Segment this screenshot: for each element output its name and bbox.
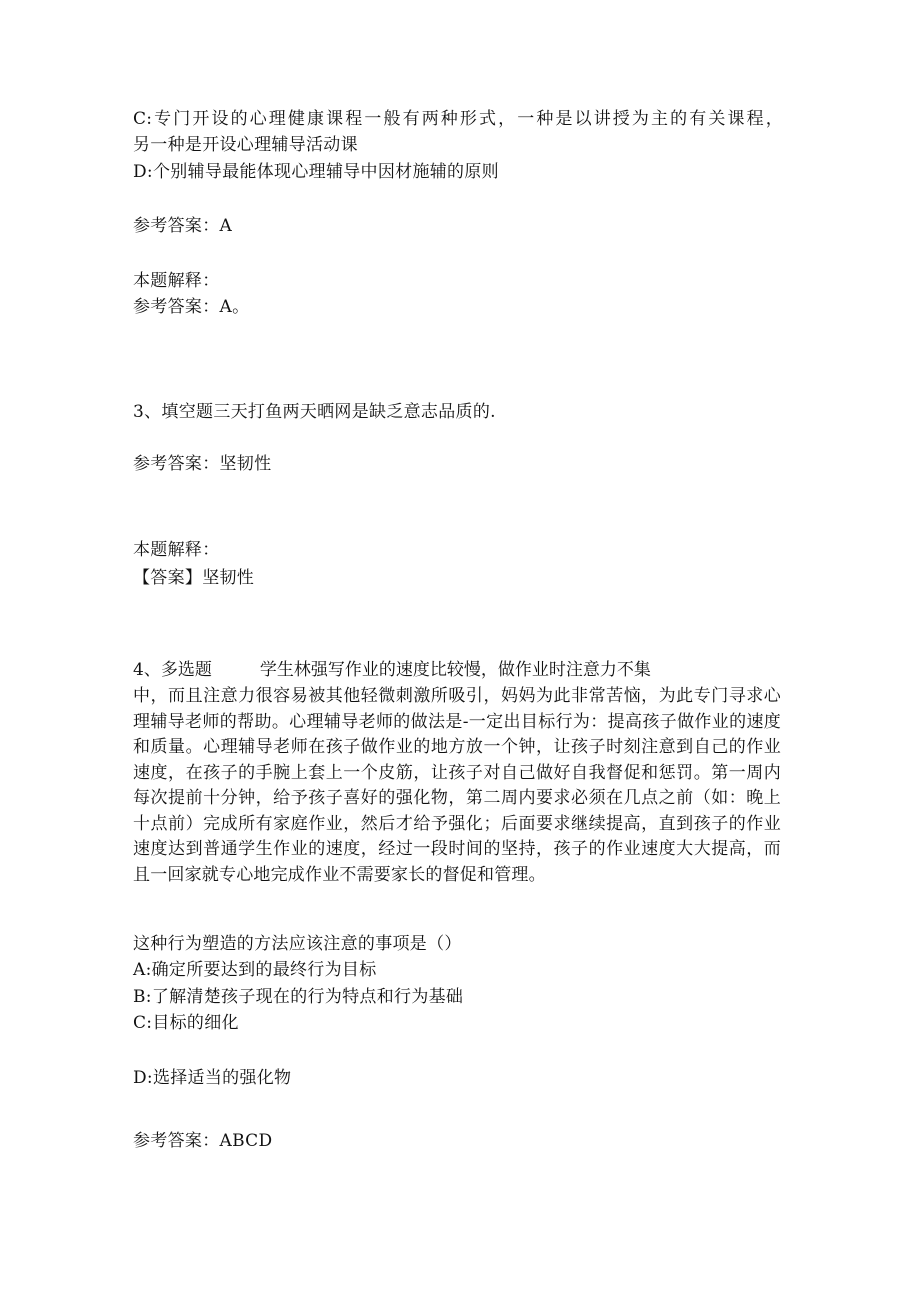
q3-explain-text: 【答案】坚韧性 [133, 568, 255, 588]
q4-stem-body: 中，而且注意力很容易被其他轻微刺激所吸引，妈妈为此非常苦恼，为此专门寻求心理辅导老师的帮助。心理辅导老师的做法是-一定出目标行为：提高孩子做作业的速度和质量。心理辅导老师在孩子做作业的地方放一个钟，让孩子时刻注意到自己的作业速度，在孩子的手腕上套上一个皮筋，让孩子对自己做好自我督促和惩罚。第一周内每次提前十分钟，给予孩子喜好的强化物，第二周内要求必须在几点之前（如：晚上十点前）完成所有家庭作业，然后才给予强化；后面要求继续提高，直到孩子的作业速度达到普通学生作业的速度，经过一段时间的坚持，孩子的作业速度大大提高，而且一回家就专心地完成作业不需要家长的督促和管理。 [133, 686, 781, 885]
q4-option-d: D:选择适当的强化物 [133, 1068, 292, 1088]
q2-option-d: D:个别辅导最能体现心理辅导中因材施辅的原则 [133, 162, 499, 182]
q4-option-a: A:确定所要达到的最终行为目标 [133, 960, 377, 980]
q3-explain-label: 本题解释： [133, 540, 220, 560]
q4-number-type: 4、多选题 [133, 660, 212, 680]
q2-explain-label: 本题解释： [133, 271, 220, 291]
q4-prompt: 这种行为塑造的方法应该注意的事项是（） [133, 934, 462, 954]
q2-answer: 参考答案：A [133, 216, 233, 236]
q4-option-c: C:目标的细化 [133, 1013, 239, 1033]
q3-question: 3、填空题三天打鱼两天晒网是缺乏意志品质的. [133, 402, 496, 422]
q4-stem-first: 学生林强写作业的速度比较慢，做作业时注意力不集 [259, 660, 651, 680]
q2-option-c-line1: C:专门开设的心理健康课程一般有两种形式，一种是以讲授为主的有关课程， [133, 109, 783, 129]
q2-explain-text: 参考答案：A。 [133, 297, 250, 317]
q4-answer: 参考答案：ABCD [133, 1131, 273, 1151]
q4-option-b: B:了解清楚孩子现在的行为特点和行为基础 [133, 987, 464, 1007]
q2-option-c-line2: 另一种是开设心理辅导活动课 [133, 135, 358, 155]
q4-header [133, 658, 651, 682]
q3-answer: 参考答案：坚韧性 [133, 454, 272, 474]
